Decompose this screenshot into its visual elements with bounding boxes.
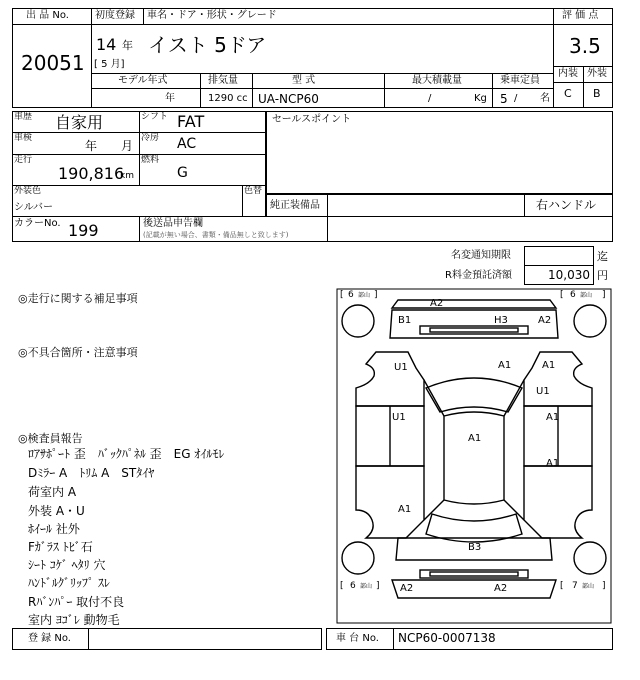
diagram-frame [337, 289, 611, 623]
mark-front-right: A1 [498, 360, 512, 371]
tire-fr-bracket-open: [ [560, 290, 564, 300]
mark-bonnet-right: A2 [538, 315, 552, 326]
capacity-unit: 名 [540, 93, 550, 104]
vehicle-type: UA-NCP60 [258, 92, 319, 106]
mark-rear-bumper-right: A2 [494, 583, 508, 594]
color-no-label: カラーNo. [14, 218, 61, 229]
inspection-month: 月 [121, 139, 134, 153]
windshield [426, 378, 522, 412]
car-name-label: 車名・ドア・形状・グレード [147, 10, 277, 21]
tire-front-right [574, 305, 606, 337]
inspector-line: Dﾐﾗｰ A ﾄﾘﾑ A STﾀｲﾔ [28, 466, 155, 480]
fuel: G [177, 165, 188, 181]
max-load-slash: / [428, 93, 432, 104]
capacity-label: 乗車定員 [500, 75, 540, 86]
right-fender [524, 352, 592, 406]
score-label: 評 価 点 [562, 10, 599, 21]
fuel-label: 燃料 [141, 155, 160, 165]
tire-rear-left [342, 542, 374, 574]
exterior-grade: B [593, 87, 601, 100]
tire-fr-bracket-close: ] [602, 290, 606, 300]
first-reg-year: 14 [96, 35, 117, 54]
max-load-label: 最大積載量 [412, 75, 462, 86]
mileage-unit: km [120, 171, 134, 181]
mark-bonnet-front: B1 [398, 315, 412, 326]
lot-number: 20051 [21, 51, 85, 75]
tire-rl-depth: 6 [350, 581, 356, 591]
bonnet-inner [420, 326, 528, 334]
tire-rl-bracket-open: [ [340, 581, 344, 591]
deadline-unit: 迄 [597, 250, 608, 263]
reg-no-label: 登 録 No. [28, 633, 71, 644]
score: 3.5 [569, 34, 601, 58]
displacement-label: 排気量 [208, 75, 238, 86]
inspection-year: 年 [85, 139, 98, 153]
tire-fr-depth: 6 [570, 290, 576, 300]
first-reg-label: 初度登録 [95, 10, 135, 21]
mileage: 190,816 [58, 164, 125, 183]
shift: FAT [177, 112, 205, 131]
mileage-label: 走行 [14, 155, 33, 165]
car-name: イスト 5ドア [148, 33, 267, 57]
shift-label: シフト [141, 112, 169, 122]
history-label: 車歴 [14, 112, 33, 122]
rear-bumper [392, 580, 556, 598]
capacity: 5 [500, 92, 508, 106]
model-year-unit: 年 [165, 93, 175, 104]
left-fender [356, 352, 424, 406]
post-docs-label: 後送品申告欄 [143, 218, 203, 229]
chassis-no-label: 車 台 No. [336, 633, 379, 644]
inspection-label: 車検 [14, 133, 33, 143]
post-docs-note: (記載が無い場合、書類・備品無しと致します) [143, 231, 289, 239]
inspector-line: 室内 ﾖｺﾞﾚ 動物毛 [28, 613, 120, 627]
exterior-label: 外装 [587, 68, 607, 79]
ac: AC [177, 136, 197, 152]
tire-rr-unit: 部山 [582, 583, 595, 590]
front-bumper [392, 300, 556, 308]
inspector-label: ◎検査員報告 [18, 432, 83, 445]
lot-label: 出 品 No. [26, 10, 69, 21]
recycle-unit: 円 [597, 269, 608, 282]
tire-fl-bracket-close: ] [374, 290, 378, 300]
interior-grade: C [564, 87, 572, 100]
steering: 右ハンドル [536, 198, 597, 212]
model-year-label: モデル年式 [118, 75, 168, 86]
first-reg-month: [ 5 月] [94, 59, 125, 70]
exterior-color: シルバー [14, 202, 54, 213]
deadline-label: 名変通知期限 [451, 250, 511, 261]
tire-rr-depth: 7 [572, 581, 578, 591]
tire-rr-bracket-close: ] [602, 581, 606, 591]
rear-panel-slot [420, 570, 528, 578]
inspector-line: 外装 A・U [28, 504, 85, 518]
mark-roof: A1 [468, 433, 482, 444]
type-label: 型 式 [292, 75, 316, 86]
displacement: 1290 cc [208, 93, 248, 104]
mark-left-fender: U1 [394, 362, 408, 373]
tire-fl-depth: 6 [348, 290, 354, 300]
tire-rr-bracket-open: [ [560, 581, 564, 591]
defects-label: ◎不具合箇所・注意事項 [18, 346, 138, 359]
inspector-line: Rﾊﾞﾝﾊﾟｰ 取付不良 [28, 595, 125, 609]
capacity-slash: / [514, 93, 518, 104]
roof [444, 412, 504, 504]
mark-rear-bumper-left: A2 [400, 583, 414, 594]
color-no: 199 [68, 221, 99, 240]
mark-right-rear-door: A1 [546, 458, 560, 469]
tire-rear-right [574, 542, 606, 574]
recycle-amount: 10,030 [548, 268, 590, 282]
genuine-equipment-label: 純正装備品 [270, 200, 320, 211]
tire-fl-bracket-open: [ [340, 290, 344, 300]
deadline-field [524, 246, 594, 266]
right-rear-quarter [524, 466, 592, 538]
mark-right-door: A1 [546, 412, 560, 423]
color-change-label: 色替 [244, 186, 263, 196]
recycle-label: R料金預託済額 [445, 270, 512, 281]
mark-left-door: U1 [392, 412, 406, 423]
left-rear-quarter [356, 466, 424, 538]
first-reg-year-unit: 年 [122, 39, 133, 52]
tire-front-left [342, 305, 374, 337]
bonnet-slot [430, 328, 518, 332]
inspector-line: 荷室内 A [28, 485, 77, 499]
inspector-line: ｼｰﾄ ｺｹﾞ ﾍﾀﾘ 穴 [28, 558, 106, 572]
interior-label: 内装 [558, 68, 578, 79]
exterior-color-label: 外装色 [14, 186, 42, 196]
mark-right-fender-a1: A1 [542, 360, 556, 371]
chassis-no: NCP60-0007138 [398, 631, 496, 645]
tire-fl-unit: 部山 [358, 292, 371, 299]
inspector-line: ﾎｲｰﾙ 社外 [28, 522, 80, 536]
post-docs-box [327, 216, 613, 242]
inspector-line: ﾊﾝﾄﾞﾙｸﾞﾘｯﾌﾟ ｽﾚ [28, 576, 110, 590]
tire-rl-bracket-close: ] [376, 581, 380, 591]
tire-rl-unit: 部山 [360, 583, 373, 590]
inspector-line: Fｶﾞﾗｽ ﾄﾋﾞ石 [28, 540, 93, 554]
tire-fr-unit: 部山 [580, 292, 593, 299]
mark-left-rear: A1 [398, 504, 412, 515]
mark-right-fender-u1: U1 [536, 386, 550, 397]
max-load-unit: Kg [474, 93, 487, 104]
car-diagram [336, 288, 612, 624]
mark-back-door: B3 [468, 542, 482, 553]
ac-label: 冷房 [141, 133, 160, 143]
history: 自家用 [55, 113, 104, 132]
mark-front-bumper: A2 [430, 298, 444, 309]
inspector-line: ﾛｱｻﾎﾟｰﾄ 歪 ﾊﾞｯｸﾊﾟﾈﾙ 歪 EG ｵｲﾙﾓﾚ [28, 447, 225, 461]
sales-points-label: セールスポイント [272, 114, 352, 125]
mark-bonnet-mid: H3 [494, 315, 508, 326]
driving-notes-label: ◎走行に関する補足事項 [18, 292, 138, 305]
